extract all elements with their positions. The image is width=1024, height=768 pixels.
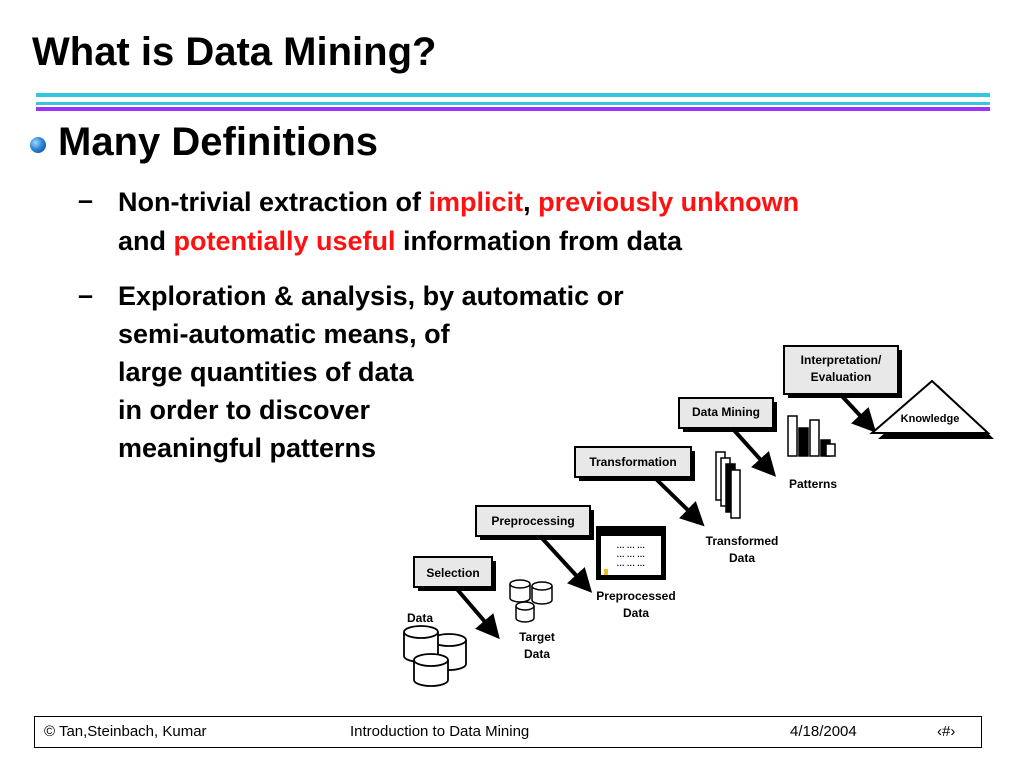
definition-1-text-a: Non-trivial extraction of: [118, 187, 429, 217]
definition-1-text-tail: information from data: [395, 226, 683, 256]
table-dots-row-3: ··· ··· ···: [616, 561, 646, 570]
label-patterns: Patterns: [788, 477, 838, 491]
patterns-bars-icon: [788, 416, 835, 456]
step-selection-box: [414, 557, 496, 591]
label-preprocessed-data-2: Data: [622, 606, 650, 620]
footer-course-title: Introduction to Data Mining: [350, 723, 530, 740]
step-data-mining-box: [679, 398, 777, 432]
emphasis-implicit: implicit: [428, 187, 524, 217]
step-preprocessing-box: [476, 506, 594, 540]
step-interpretation-label-1: Interpretation/: [800, 353, 882, 367]
emphasis-potentially-useful: potentially useful: [173, 226, 396, 256]
definition-2-line-4: in order to discover: [118, 395, 371, 425]
label-target-data-2: Data: [523, 647, 551, 661]
definition-2-line-5: meaningful patterns: [118, 433, 377, 463]
transformed-data-stack-icon: [716, 452, 740, 518]
arrow-preprocessing: [540, 536, 584, 584]
definition-2-line-2: semi-automatic means, of: [118, 319, 450, 349]
definition-2-line-1: Exploration & analysis, by automatic or: [118, 281, 624, 311]
label-knowledge: Knowledge: [900, 413, 960, 425]
emphasis-previously-unknown: previously unknown: [538, 187, 800, 217]
step-transformation-box: [575, 447, 695, 481]
footer-date: 4/18/2004: [790, 723, 857, 740]
step-selection-label: Selection: [426, 566, 480, 580]
arrow-selection: [456, 588, 492, 630]
dash-bullet-1: –: [78, 185, 94, 215]
step-preprocessing-label: Preprocessing: [491, 514, 575, 528]
table-dots-row-2: ··· ··· ···: [616, 552, 646, 561]
target-data-cylinders-icon: [510, 580, 552, 622]
definition-2-line-3: large quantities of data: [118, 357, 414, 387]
dash-bullet-2: –: [78, 280, 94, 310]
bullet-many-definitions: Many Definitions: [58, 120, 379, 164]
label-data: Data: [406, 611, 434, 625]
table-dots-row-1: ··· ··· ···: [616, 543, 646, 552]
label-transformed-data-2: Data: [728, 551, 756, 565]
arrow-interpretation: [840, 394, 868, 424]
step-data-mining-label: Data Mining: [692, 405, 760, 419]
data-cylinders-icon: [404, 626, 466, 686]
step-transformation-label: Transformation: [589, 455, 677, 469]
arrow-data-mining: [732, 428, 768, 468]
step-interpretation-label-2: Evaluation: [810, 370, 872, 384]
label-target-data-1: Target: [519, 630, 555, 644]
definition-1-text-and: and: [118, 226, 174, 256]
footer-authors: © Tan,Steinbach, Kumar: [44, 723, 207, 740]
preprocessed-data-table-icon: [596, 526, 666, 580]
definition-1-comma: ,: [523, 187, 531, 217]
slide-title: What is Data Mining?: [32, 30, 437, 74]
footer-page-number: ‹#›: [937, 723, 956, 740]
label-preprocessed-data-1: Preprocessed: [596, 589, 676, 603]
arrow-transformation: [655, 478, 696, 518]
label-transformed-data-1: Transformed: [705, 534, 779, 548]
step-interpretation-box: [784, 346, 902, 398]
